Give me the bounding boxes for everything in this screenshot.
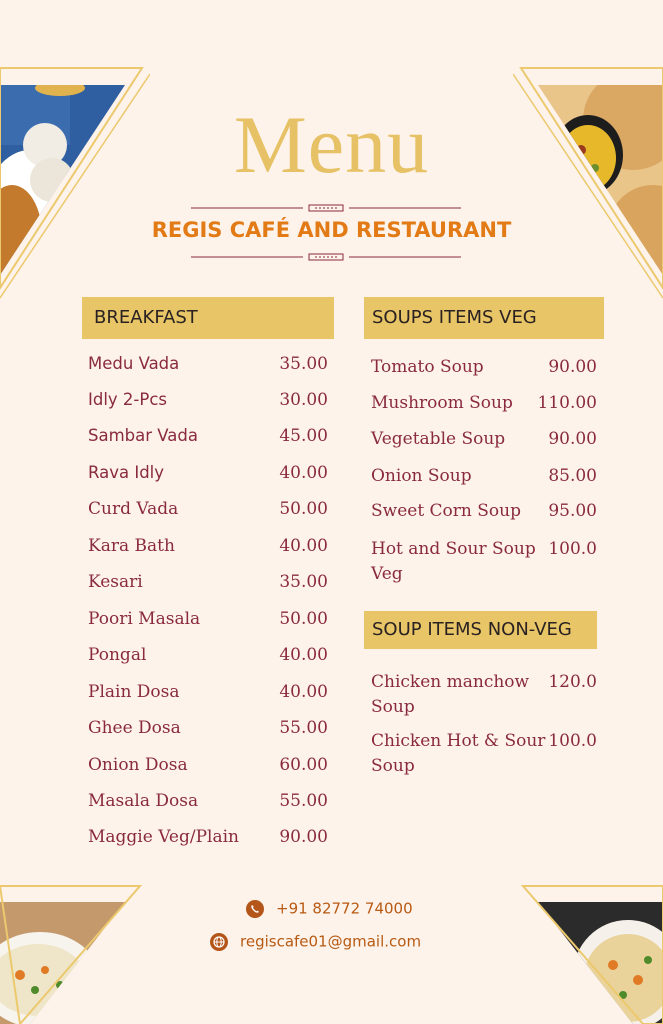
item-name: Kara Bath xyxy=(88,536,175,556)
item-name: Masala Dosa xyxy=(88,791,199,811)
item-name: Maggie Veg/Plain xyxy=(88,827,239,847)
item-price: 90.00 xyxy=(279,827,328,847)
item-price: 60.00 xyxy=(279,755,328,775)
item-name: Chicken Hot & Sour xyxy=(371,731,546,751)
item-price: 35.00 xyxy=(279,354,328,374)
item-price: 50.00 xyxy=(279,499,328,519)
item-name-continued: Veg xyxy=(371,564,403,584)
phone-number: +91 82772 74000 xyxy=(276,899,413,918)
restaurant-name: REGIS CAFÉ AND RESTAURANT xyxy=(151,218,512,242)
item-name: Rava Idly xyxy=(88,463,165,482)
item-price: 40.00 xyxy=(279,536,328,556)
item-name: Curd Vada xyxy=(88,499,179,519)
item-name: Sambar Vada xyxy=(88,426,198,445)
item-price: 100.0 xyxy=(548,539,597,559)
item-price: 30.00 xyxy=(279,390,328,410)
item-name: Hot and Sour Soup xyxy=(371,539,536,559)
item-name: Idly 2-Pcs xyxy=(88,390,168,409)
item-price: 45.00 xyxy=(279,426,328,446)
item-name: Kesari xyxy=(88,572,143,592)
item-name: Onion Soup xyxy=(371,466,472,486)
menu-title: Menu xyxy=(233,99,430,190)
item-name: Mushroom Soup xyxy=(371,393,513,413)
list-item xyxy=(371,670,597,720)
item-name: Ghee Dosa xyxy=(88,718,181,738)
list-item xyxy=(371,537,597,587)
item-price: 35.00 xyxy=(279,572,328,592)
item-name: Vegetable Soup xyxy=(371,429,506,449)
item-price: 50.00 xyxy=(279,609,328,629)
item-name: Onion Dosa xyxy=(88,755,188,775)
item-name: Pongal xyxy=(88,645,147,665)
item-price: 100.0 xyxy=(548,731,597,751)
corner-photo-bottom-left xyxy=(0,880,150,1024)
item-name: Sweet Corn Soup xyxy=(371,501,521,521)
item-price: 90.00 xyxy=(548,357,597,377)
item-price: 40.00 xyxy=(279,682,328,702)
phone-contact[interactable] xyxy=(246,899,413,918)
globe-icon xyxy=(210,933,228,951)
breakfast-header: BREAKFAST xyxy=(82,297,334,339)
item-price: 95.00 xyxy=(548,501,597,521)
corner-photo-bottom-right xyxy=(513,880,663,1024)
email-address: regiscafe01@gmail.com xyxy=(240,932,422,951)
item-price: 120.0 xyxy=(548,672,597,692)
soups-veg-header: SOUPS ITEMS VEG xyxy=(364,297,604,339)
item-name: Plain Dosa xyxy=(88,682,180,702)
divider-bottom xyxy=(191,251,461,263)
phone-icon xyxy=(246,900,264,918)
item-name: Tomato Soup xyxy=(371,357,484,377)
item-price: 40.00 xyxy=(279,463,328,483)
divider-top xyxy=(191,202,461,214)
item-price: 90.00 xyxy=(548,429,597,449)
item-name: Medu Vada xyxy=(88,354,180,373)
item-name-continued: Soup xyxy=(371,756,415,776)
item-name: Chicken manchow xyxy=(371,672,530,692)
item-price: 40.00 xyxy=(279,645,328,665)
soups-nonveg-header: SOUP ITEMS NON-VEG xyxy=(364,611,597,649)
item-price: 55.00 xyxy=(279,718,328,738)
item-name-continued: Soup xyxy=(371,697,415,717)
item-price: 85.00 xyxy=(548,466,597,486)
list-item xyxy=(371,729,597,779)
item-price: 110.00 xyxy=(537,393,597,413)
item-name: Poori Masala xyxy=(88,609,201,629)
item-price: 55.00 xyxy=(279,791,328,811)
email-contact[interactable] xyxy=(210,932,421,951)
